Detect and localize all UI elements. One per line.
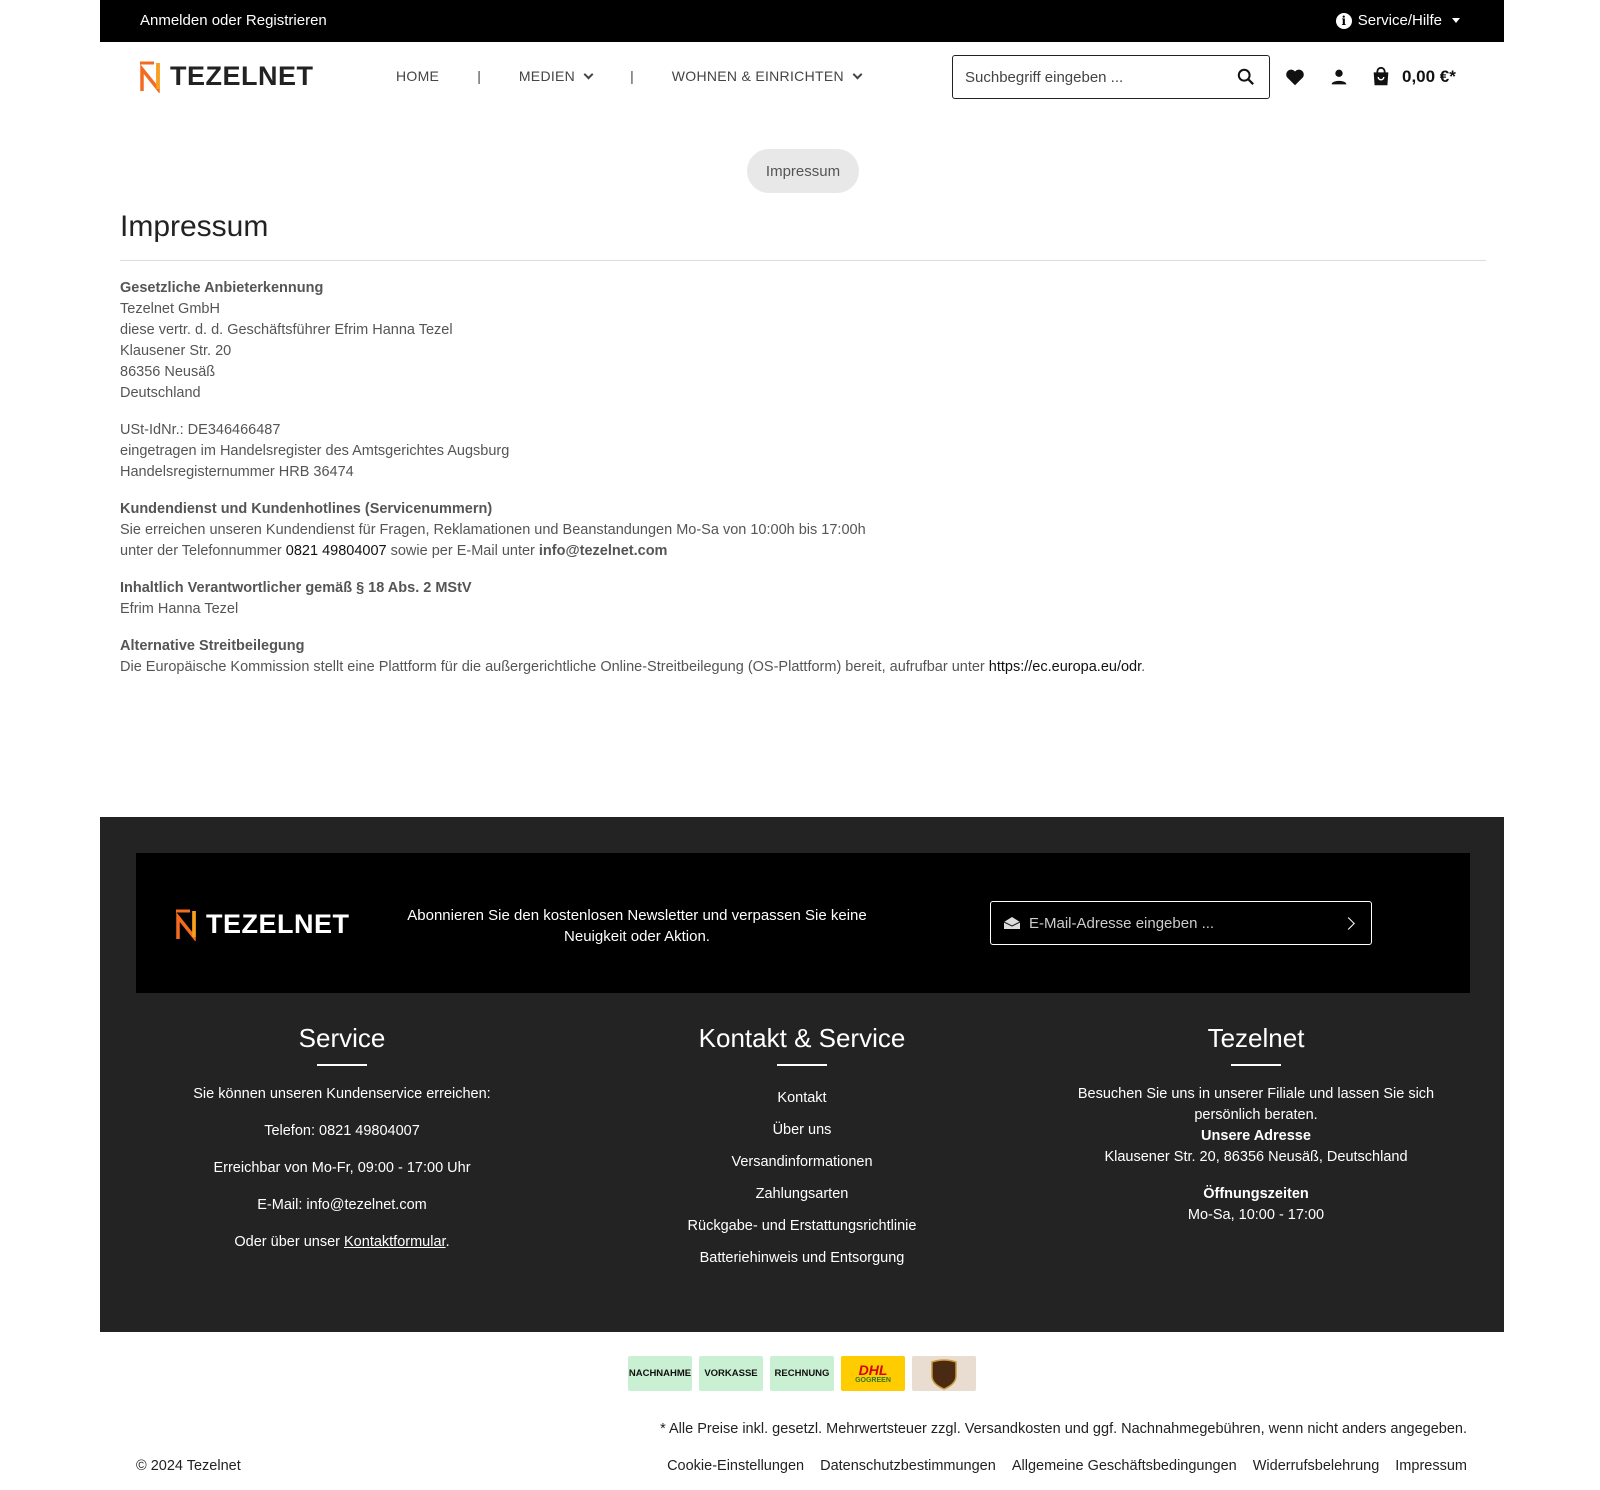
responsible-block [120, 578, 1486, 620]
footer-link-zahlungsarten[interactable]: Zahlungsarten [755, 1186, 849, 1202]
legal-links [667, 1458, 1467, 1474]
footer-tezelnet-title: Tezelnet [1207, 1023, 1305, 1053]
service-help-label: Service/Hilfe [1357, 12, 1442, 29]
nav-medien[interactable] [519, 68, 592, 84]
caret-down-icon [1452, 18, 1460, 23]
hotline-prefix: unter der Telefonnummer [120, 543, 286, 559]
copyright: © 2024 Tezelnet [136, 1458, 241, 1474]
logo-mark-icon [174, 907, 200, 941]
service-form-suffix: . [445, 1234, 450, 1250]
mail-icon [1003, 916, 1021, 930]
provider-block [120, 278, 1486, 404]
user-icon[interactable] [1328, 66, 1350, 88]
dispute-text: Die Europäische Kommission stellt eine Plattform für die außergerichtliche Online-Streitbeilegung (OS-Plattform) bereit, aufrufbar unter [120, 659, 989, 675]
footer-link-ueber-uns[interactable]: Über uns [772, 1122, 832, 1138]
footer-kontakt-title: Kontakt & Service [698, 1023, 906, 1053]
payment-nachnahme: NACHNAHME [628, 1356, 692, 1391]
logo-wordmark: TEZELNET [170, 60, 314, 91]
contact-form-link[interactable]: Kontaktformular [344, 1234, 446, 1250]
address-label: Unsere Adresse [1201, 1128, 1311, 1144]
legal-link-widerruf[interactable]: Widerrufsbelehrung [1252, 1458, 1380, 1474]
nav-medien-label: MEDIEN [518, 68, 576, 84]
service-help-dropdown[interactable] [1336, 12, 1460, 29]
hotline-block [120, 499, 1486, 562]
store-hours: Mo-Sa, 10:00 - 17:00 [1187, 1207, 1325, 1223]
vat-suffix: und ggf. Nachnahmegebühren, wenn nicht anders angegeben. [1060, 1421, 1467, 1437]
search-input[interactable] [953, 56, 1203, 98]
payment-vorkasse: VORKASSE [699, 1356, 763, 1391]
service-form-line [164, 1232, 520, 1253]
register-line: eingetragen im Handelsregister des Amtsgerichtes Augsburg [120, 443, 510, 459]
heart-icon[interactable] [1284, 66, 1306, 88]
nav-separator: | [630, 68, 634, 84]
logo[interactable] [138, 59, 314, 93]
cart-total[interactable]: 0,00 €* [1402, 67, 1456, 86]
footer-tezelnet-column [1066, 1023, 1446, 1226]
provider-line: diese vertr. d. d. Geschäftsführer Efrim Hanna Tezel [120, 322, 453, 338]
dispute-block [120, 636, 1486, 678]
shipping-dhl [841, 1356, 905, 1391]
legal-link-cookies[interactable]: Cookie-Einstellungen [667, 1458, 805, 1474]
chevron-down-icon [584, 69, 594, 79]
chevron-down-icon [852, 69, 862, 79]
legal-link-datenschutz[interactable]: Datenschutzbestimmungen [820, 1458, 996, 1474]
top-bar [100, 0, 1504, 42]
search-icon[interactable] [1237, 68, 1255, 86]
nav-wohnen[interactable] [672, 68, 861, 84]
title-underline [317, 1064, 367, 1066]
nav-separator: | [477, 68, 481, 84]
shipping-ups [912, 1356, 976, 1391]
dispute-end: . [1141, 659, 1146, 675]
logo-wordmark: TEZELNET [206, 908, 350, 939]
legal-link-impressum[interactable]: Impressum [1395, 1458, 1467, 1474]
footer-link-batterie[interactable]: Batteriehinweis und Entsorgung [699, 1250, 905, 1266]
register-block [120, 420, 1486, 483]
hours-label: Öffnungszeiten [1203, 1186, 1309, 1202]
footer-service-title: Service [298, 1023, 386, 1053]
title-underline [777, 1064, 827, 1066]
register-line: Handelsregisternummer HRB 36474 [120, 464, 354, 480]
service-form-prefix: Oder über unser [234, 1234, 345, 1250]
shipping-costs-link[interactable]: Versandkosten [964, 1421, 1061, 1437]
footer-logo[interactable] [174, 907, 350, 941]
nav-wohnen-label: WOHNEN & EINRICHTEN [671, 68, 844, 84]
footer-link-versand[interactable]: Versandinformationen [731, 1154, 873, 1170]
register-line: USt-IdNr.: DE346466487 [120, 422, 281, 438]
vat-prefix: * Alle Preise inkl. gesetzl. Mehrwertsteuer zzgl. [660, 1421, 965, 1437]
payment-rechnung: RECHNUNG [770, 1356, 834, 1391]
provider-heading: Gesetzliche Anbieterkennung [120, 280, 324, 296]
newsletter-email-input[interactable] [1021, 915, 1344, 932]
newsletter-form [990, 901, 1372, 945]
dhl-logo: DHL [858, 1362, 888, 1378]
newsletter-text: Abonnieren Sie den kostenlosen Newsletter und verpassen Sie keine Neuigkeit oder Aktion. [407, 907, 867, 945]
footer-link-rueckgabe[interactable]: Rückgabe- und Erstattungsrichtlinie [687, 1218, 917, 1234]
store-visit-text: Besuchen Sie uns in unserer Filiale und lassen Sie sich persönlich beraten. [1077, 1086, 1435, 1123]
payment-methods [628, 1356, 976, 1391]
store-address: Klausener Str. 20, 86356 Neusäß, Deutschland [1104, 1149, 1408, 1165]
ups-shield-icon [929, 1358, 959, 1390]
hotline-heading: Kundendienst und Kundenhotlines (Servicenummern) [120, 501, 493, 517]
hotline-text: Sie erreichen unseren Kundendienst für Fragen, Reklamationen und Beanstandungen Mo-Sa von 10:00h bis 17:00h [120, 522, 866, 538]
imprint-text [120, 278, 1486, 678]
nav-home[interactable]: HOME [396, 68, 440, 84]
provider-line: Klausener Str. 20 [120, 343, 232, 359]
dispute-heading: Alternative Streitbeilegung [120, 638, 305, 654]
main-nav [396, 68, 861, 84]
responsible-name: Efrim Hanna Tezel [120, 601, 239, 617]
service-phone[interactable]: Telefon: 0821 49804007 [264, 1123, 420, 1139]
service-email[interactable]: E-Mail: info@tezelnet.com [257, 1197, 427, 1213]
hotline-mid: sowie per E-Mail unter [386, 543, 539, 559]
legal-link-agb[interactable]: Allgemeine Geschäftsbedingungen [1011, 1458, 1237, 1474]
arrow-right-icon[interactable] [1342, 917, 1355, 930]
breadcrumb[interactable]: Impressum [747, 149, 859, 193]
footer-link-kontakt[interactable]: Kontakt [777, 1090, 827, 1106]
hotline-phone-link[interactable]: 0821 49804007 [285, 543, 387, 559]
provider-line: Tezelnet GmbH [120, 301, 220, 317]
hotline-email-link[interactable]: info@tezelnet.com [538, 543, 668, 559]
dhl-gogreen: GOGREEN [855, 1377, 891, 1384]
footer-kontakt-column [622, 1023, 982, 1280]
login-register-link[interactable]: Anmelden oder Registrieren [140, 12, 327, 29]
service-hours: Erreichbar von Mo-Fr, 09:00 - 17:00 Uhr [213, 1160, 471, 1176]
logo-mark-icon [138, 59, 164, 93]
page-title: Impressum [120, 210, 1486, 261]
header [100, 42, 1504, 112]
odr-link[interactable]: https://ec.europa.eu/odr [988, 659, 1142, 675]
responsible-heading: Inhaltlich Verantwortlicher gemäß § 18 Abs. 2 MStV [120, 580, 472, 596]
provider-line: 86356 Neusäß [120, 364, 216, 380]
vat-notice [660, 1421, 1467, 1437]
title-underline [1231, 1064, 1281, 1066]
main-content [120, 210, 1486, 694]
footer-service-column [164, 1023, 520, 1269]
service-intro: Sie können unseren Kundenservice erreichen: [193, 1086, 491, 1102]
search-box [952, 55, 1270, 99]
info-icon: i [1336, 13, 1352, 29]
newsletter-banner [136, 853, 1470, 993]
provider-line: Deutschland [120, 385, 201, 401]
footer [100, 817, 1504, 1332]
bag-icon[interactable] [1370, 66, 1392, 88]
